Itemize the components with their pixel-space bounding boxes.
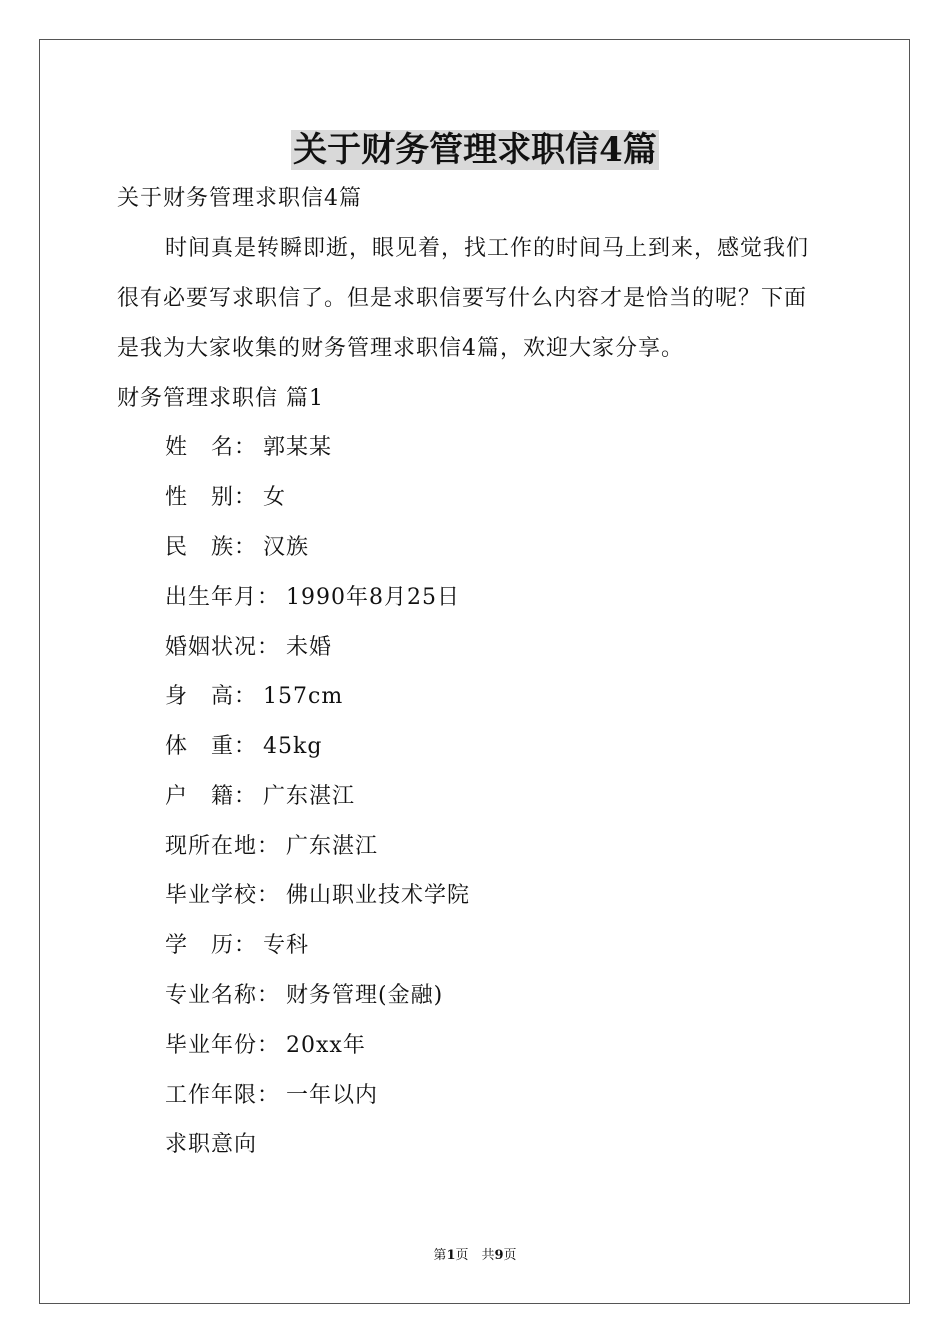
field-value: 广东湛江 — [263, 784, 356, 809]
field-value: 一年以内 — [286, 1083, 379, 1108]
field-label: 体 重： — [165, 734, 258, 759]
page-border — [39, 39, 910, 1304]
document-subtitle: 关于财务管理求职信4篇 — [117, 186, 362, 211]
field-value: 专科 — [263, 933, 310, 958]
footer-current-page: 1 — [446, 1248, 456, 1263]
document-title — [0, 124, 950, 176]
field-label: 身 高： — [165, 684, 258, 709]
field-row-major — [165, 981, 443, 1011]
field-value: 财务管理(金融) — [286, 983, 444, 1008]
field-row-weight — [165, 732, 322, 762]
field-value: 女 — [263, 485, 287, 510]
field-value: 157cm — [263, 684, 344, 709]
field-row-hometown — [165, 782, 355, 812]
field-row-name — [165, 433, 332, 463]
field-label: 工作年限： — [165, 1083, 281, 1108]
section-heading: 财务管理求职信 篇1 — [117, 386, 324, 411]
page-footer — [0, 1246, 950, 1266]
field-value: 20xx年 — [286, 1033, 366, 1058]
field-row-ethnicity — [165, 533, 309, 563]
field-row-work-experience — [165, 1081, 378, 1111]
footer-page-suffix: 页 — [503, 1248, 517, 1263]
field-row-current-location — [165, 832, 378, 862]
intro-line-2: 很有必要写求职信了。但是求职信要写什么内容才是恰当的呢？下面 — [117, 286, 808, 311]
field-row-school — [165, 881, 470, 911]
field-label: 毕业年份： — [165, 1033, 281, 1058]
field-value: 汉族 — [263, 535, 310, 560]
field-label: 学 历： — [165, 933, 258, 958]
field-label: 专业名称： — [165, 983, 281, 1008]
field-value: 佛山职业技术学院 — [286, 883, 471, 908]
field-value: 1990年8月25日 — [286, 585, 460, 610]
footer-page-prefix: 第 — [433, 1248, 447, 1263]
field-label: 毕业学校： — [165, 883, 281, 908]
field-row-graduation-year — [165, 1031, 366, 1061]
field-row-birthdate — [165, 583, 460, 613]
field-label: 姓 名： — [165, 435, 258, 460]
field-row-gender — [165, 483, 286, 513]
field-row-height — [165, 682, 343, 712]
field-value: 广东湛江 — [286, 834, 379, 859]
field-row-education — [165, 931, 309, 961]
closing-heading: 求职意向 — [165, 1132, 258, 1157]
field-label: 现所在地： — [165, 834, 281, 859]
document-title-text: 关于财务管理求职信4篇 — [293, 130, 657, 170]
footer-page-mid: 页 共 — [455, 1248, 495, 1263]
field-label: 出生年月： — [165, 585, 281, 610]
field-value: 郭某某 — [263, 435, 333, 460]
intro-line-1: 时间真是转瞬即逝，眼见着，找工作的时间马上到来，感觉我们 — [165, 236, 810, 261]
field-label: 性 别： — [165, 485, 258, 510]
field-label: 婚姻状况： — [165, 635, 281, 660]
field-row-marital-status — [165, 633, 332, 663]
intro-line-3: 是我为大家收集的财务管理求职信4篇，欢迎大家分享。 — [117, 336, 684, 361]
field-value: 未婚 — [286, 635, 333, 660]
field-label: 民 族： — [165, 535, 258, 560]
field-value: 45kg — [263, 734, 323, 759]
footer-total-pages: 9 — [494, 1248, 504, 1263]
field-label: 户 籍： — [165, 784, 258, 809]
